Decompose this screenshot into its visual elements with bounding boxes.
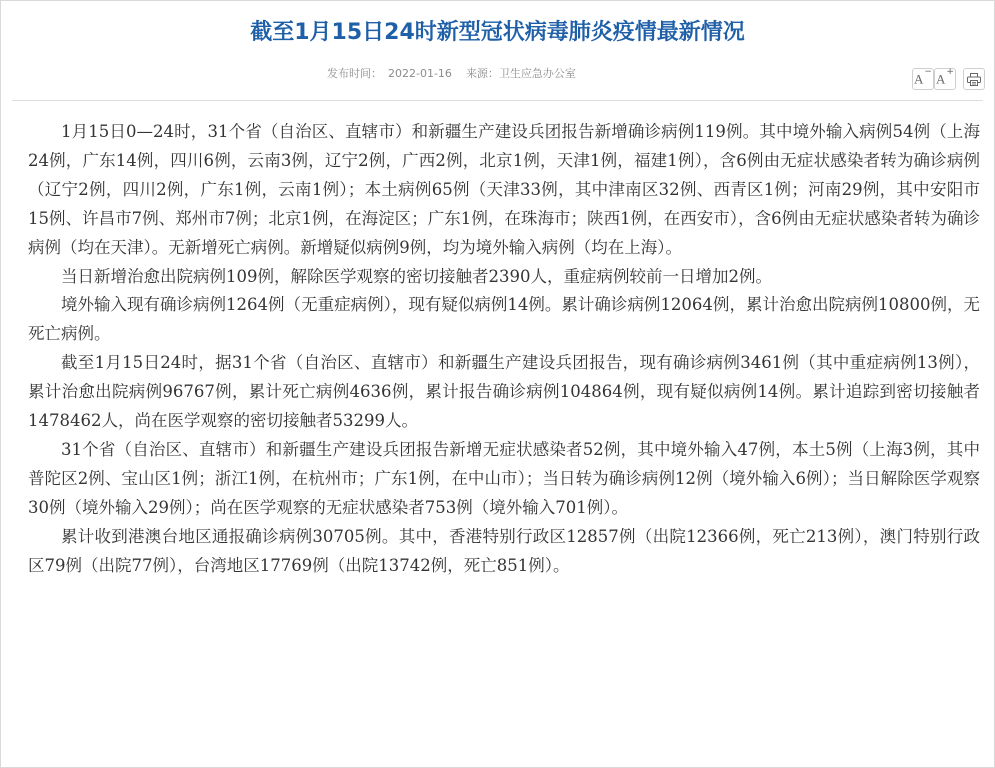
printer-icon — [967, 73, 981, 86]
paragraph: 1月15日0—24时，31个省（自治区、直辖市）和新疆生产建设兵团报告新增确诊病例119例。其中境外输入病例54例（上海24例，广东14例，四川6例，云南3例，辽宁2例，广西2例，北京1例，天津1例，福建1例），含6例由无症状感染者转为确诊病例（辽宁2例，四川2例，广东1例，云南1例）；本土病例65例（天津33例，其中津南区32例、西青区1例；河南29例，其中安阳市15例、许昌市7例、郑州市7例；北京1例，在海淀区；广东1例，在珠海市；陕西1例，在西安市），含6例由无症状感染者转为确诊病例（均在天津）。无新增死亡病例。新增疑似病例9例，均为境外输入病例（均在上海）。 — [28, 122, 980, 257]
header-divider — [12, 100, 983, 101]
article-title: 截至1月15日24时新型冠状病毒肺炎疫情最新情况 — [250, 20, 745, 45]
article-meta — [327, 66, 582, 82]
paragraph: 截至1月15日24时，据31个省（自治区、直辖市）和新疆生产建设兵团报告，现有确诊病例3461例（其中重症病例13例），累计治愈出院病例96767例，累计死亡病例4636例，累计报告确诊病例104864例，现有疑似病例14例。累计追踪到密切接触者1478462人，尚在医学观察的密切接触者53299人。 — [28, 353, 980, 431]
paragraph: 31个省（自治区、直辖市）和新疆生产建设兵团报告新增无症状感染者52例，其中境外输入47例，本土5例（上海3例，其中普陀区2例、宝山区1例；浙江1例，在杭州市；广东1例，在中山市）；当日转为确诊病例12例（境外输入6例）；当日解除医学观察30例（境外输入29例）；尚在医学观察的无症状感染者753例（境外输入701例）。 — [28, 439, 980, 517]
paragraph: 境外输入现有确诊病例1264例（无重症病例），现有疑似病例14例。累计确诊病例12064例，累计治愈出院病例10800例，无死亡病例。 — [28, 295, 980, 344]
source-value: 卫生应急办公室 — [498, 67, 576, 80]
publish-date: 2022-01-16 — [388, 67, 452, 80]
paragraph: 累计收到港澳台地区通报确诊病例30705例。其中，香港特别行政区12857例（出院12366例，死亡213例），澳门特别行政区79例（出院77例），台湾地区17769例（出院13742例，死亡851例）。 — [28, 526, 980, 575]
date-label: 发布时间： — [327, 67, 382, 80]
decrease-font-button[interactable] — [912, 68, 934, 90]
paragraph: 当日新增治愈出院病例109例，解除医学观察的密切接触者2390人，重症病例较前一日增加2例。 — [61, 266, 772, 286]
font-decrease-icon: A− — [914, 66, 932, 87]
increase-font-button[interactable] — [934, 68, 956, 90]
article-body — [28, 118, 980, 581]
print-button[interactable] — [963, 68, 985, 90]
source-label: 来源： — [465, 67, 499, 80]
font-increase-icon: A+ — [936, 66, 954, 87]
